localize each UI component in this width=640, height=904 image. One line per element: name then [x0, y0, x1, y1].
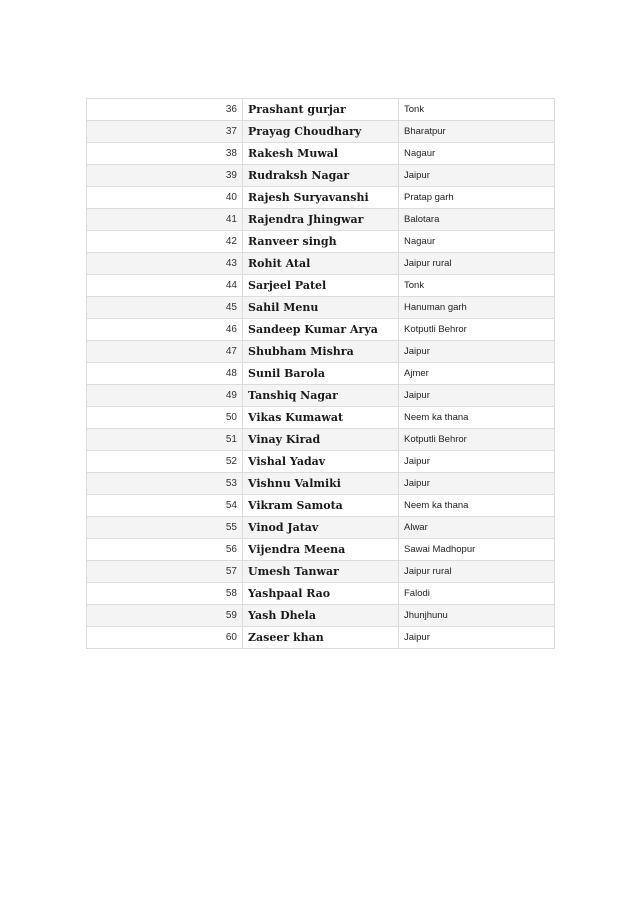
person-name: Yash Dhela [243, 605, 399, 627]
person-name: Prashant gurjar [243, 99, 399, 121]
person-name: Sunil Barola [243, 363, 399, 385]
roster-table [86, 98, 555, 649]
table-row [87, 363, 555, 385]
table-row [87, 143, 555, 165]
district-name: Tonk [399, 275, 555, 297]
district-name: Jaipur [399, 473, 555, 495]
person-name: Vijendra Meena [243, 539, 399, 561]
district-name: Jaipur [399, 451, 555, 473]
row-number: 53 [87, 473, 243, 495]
district-name: Kotputli Behror [399, 429, 555, 451]
row-number: 56 [87, 539, 243, 561]
person-name: Rudraksh Nagar [243, 165, 399, 187]
district-name: Nagaur [399, 231, 555, 253]
district-name: Jaipur [399, 165, 555, 187]
table-row [87, 341, 555, 363]
row-number: 59 [87, 605, 243, 627]
person-name: Shubham Mishra [243, 341, 399, 363]
person-name: Rakesh Muwal [243, 143, 399, 165]
person-name: Vishnu Valmiki [243, 473, 399, 495]
table-row [87, 99, 555, 121]
person-name: Vinay Kirad [243, 429, 399, 451]
district-name: Bharatpur [399, 121, 555, 143]
person-name: Vikas Kumawat [243, 407, 399, 429]
person-name: Rohit Atal [243, 253, 399, 275]
district-name: Jaipur [399, 385, 555, 407]
row-number: 47 [87, 341, 243, 363]
row-number: 41 [87, 209, 243, 231]
row-number: 49 [87, 385, 243, 407]
person-name: Prayag Choudhary [243, 121, 399, 143]
row-number: 55 [87, 517, 243, 539]
person-name: Rajesh Suryavanshi [243, 187, 399, 209]
table-row [87, 275, 555, 297]
table-row [87, 297, 555, 319]
person-name: Sandeep Kumar Arya [243, 319, 399, 341]
district-name: Hanuman garh [399, 297, 555, 319]
table-row [87, 495, 555, 517]
person-name: Tanshiq Nagar [243, 385, 399, 407]
district-name: Kotputli Behror [399, 319, 555, 341]
table-row [87, 385, 555, 407]
table-row [87, 517, 555, 539]
row-number: 44 [87, 275, 243, 297]
table-row [87, 451, 555, 473]
row-number: 42 [87, 231, 243, 253]
district-name: Falodi [399, 583, 555, 605]
table-row [87, 231, 555, 253]
table-row [87, 473, 555, 495]
person-name: Rajendra Jhingwar [243, 209, 399, 231]
district-name: Neem ka thana [399, 407, 555, 429]
district-name: Jaipur [399, 627, 555, 649]
table-row [87, 121, 555, 143]
row-number: 38 [87, 143, 243, 165]
table-row [87, 583, 555, 605]
row-number: 39 [87, 165, 243, 187]
table-row [87, 187, 555, 209]
row-number: 45 [87, 297, 243, 319]
district-name: Ajmer [399, 363, 555, 385]
district-name: Tonk [399, 99, 555, 121]
person-name: Sahil Menu [243, 297, 399, 319]
person-name: Zaseer khan [243, 627, 399, 649]
district-name: Jaipur [399, 341, 555, 363]
table-row [87, 539, 555, 561]
row-number: 36 [87, 99, 243, 121]
table-row [87, 209, 555, 231]
district-name: Jaipur rural [399, 561, 555, 583]
district-name: Alwar [399, 517, 555, 539]
row-number: 54 [87, 495, 243, 517]
district-name: Jhunjhunu [399, 605, 555, 627]
table-row [87, 165, 555, 187]
row-number: 37 [87, 121, 243, 143]
person-name: Sarjeel Patel [243, 275, 399, 297]
district-name: Sawai Madhopur [399, 539, 555, 561]
row-number: 50 [87, 407, 243, 429]
district-name: Balotara [399, 209, 555, 231]
row-number: 48 [87, 363, 243, 385]
row-number: 57 [87, 561, 243, 583]
row-number: 51 [87, 429, 243, 451]
person-name: Umesh Tanwar [243, 561, 399, 583]
table-row [87, 253, 555, 275]
district-name: Pratap garh [399, 187, 555, 209]
person-name: Vishal Yadav [243, 451, 399, 473]
table-row [87, 561, 555, 583]
row-number: 46 [87, 319, 243, 341]
row-number: 40 [87, 187, 243, 209]
table-row [87, 605, 555, 627]
district-name: Jaipur rural [399, 253, 555, 275]
row-number: 58 [87, 583, 243, 605]
table-row [87, 627, 555, 649]
row-number: 60 [87, 627, 243, 649]
district-name: Nagaur [399, 143, 555, 165]
roster-table-body [87, 99, 555, 649]
table-row [87, 407, 555, 429]
person-name: Vikram Samota [243, 495, 399, 517]
table-row [87, 429, 555, 451]
person-name: Ranveer singh [243, 231, 399, 253]
row-number: 43 [87, 253, 243, 275]
person-name: Yashpaal Rao [243, 583, 399, 605]
district-name: Neem ka thana [399, 495, 555, 517]
person-name: Vinod Jatav [243, 517, 399, 539]
row-number: 52 [87, 451, 243, 473]
table-row [87, 319, 555, 341]
